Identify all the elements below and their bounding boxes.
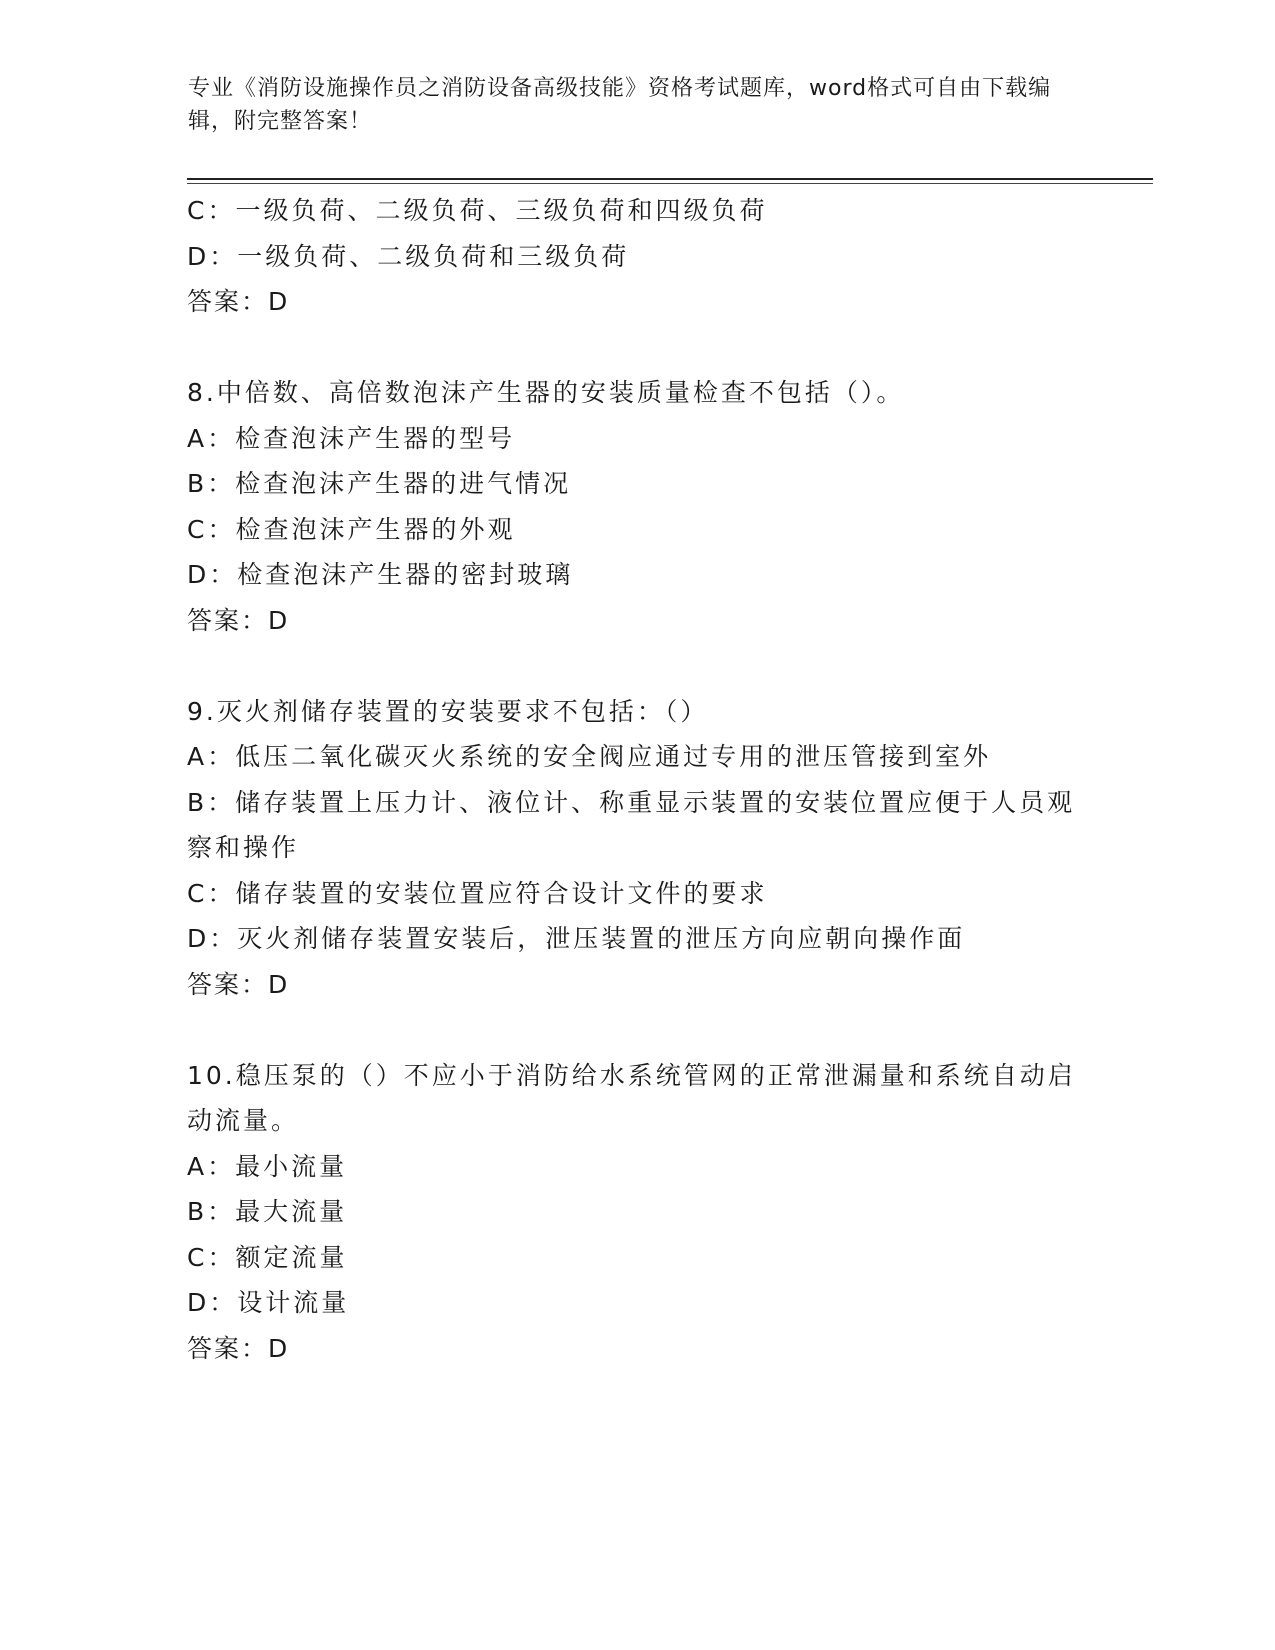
option-c: C：储存装置的安装位置应符合设计文件的要求: [187, 878, 768, 908]
answer: 答案：D: [187, 969, 290, 999]
option-a: A：最小流量: [187, 1151, 348, 1181]
document-header: 专业《消防设施操作员之消防设备高级技能》资格考试题库，word格式可自由下载编辑，附完整答案！: [188, 76, 1052, 134]
option-c: C：检查泡沫产生器的外观: [187, 514, 516, 544]
answer: 答案：D: [187, 287, 290, 316]
option-b: B：储存装置上压力计、液位计、称重显示装置的安装位置应便于人员观察和操作: [187, 787, 1076, 862]
option-c: C：一级负荷、二级负荷、三级负荷和四级负荷: [187, 196, 768, 225]
option-d: D：灭火剂储存装置安装后，泄压装置的泄压方向应朝向操作面: [187, 924, 966, 953]
option-d: D：检查泡沫产生器的密封玻璃: [187, 560, 574, 589]
spacer: [187, 643, 1087, 689]
header-divider-thin: [187, 183, 1153, 184]
question-stem: 9.灭火剂储存装置的安装要求不包括：（）: [187, 696, 709, 726]
header-divider: [187, 178, 1153, 180]
option-d: D：设计流量: [187, 1288, 350, 1317]
answer: 答案：D: [187, 605, 290, 635]
question-stem: 8.中倍数、高倍数泡沫产生器的安装质量检查不包括（）。: [187, 378, 905, 407]
spacer: [187, 1007, 1087, 1053]
option-a: A：检查泡沫产生器的型号: [187, 423, 516, 453]
option-a: A：低压二氧化碳灭火系统的安全阀应通过专用的泄压管接到室外: [187, 742, 992, 771]
option-d: D：一级负荷、二级负荷和三级负荷: [187, 241, 630, 271]
spacer: [187, 325, 1087, 371]
question-stem: 10.稳压泵的（）不应小于消防给水系统管网的正常泄漏量和系统自动启动流量。: [187, 1060, 1076, 1135]
option-b: B：最大流量: [187, 1197, 348, 1226]
question-content: [187, 188, 1087, 1371]
answer: 答案：D: [187, 1333, 290, 1363]
option-b: B：检查泡沫产生器的进气情况: [187, 469, 572, 498]
option-c: C：额定流量: [187, 1242, 348, 1272]
